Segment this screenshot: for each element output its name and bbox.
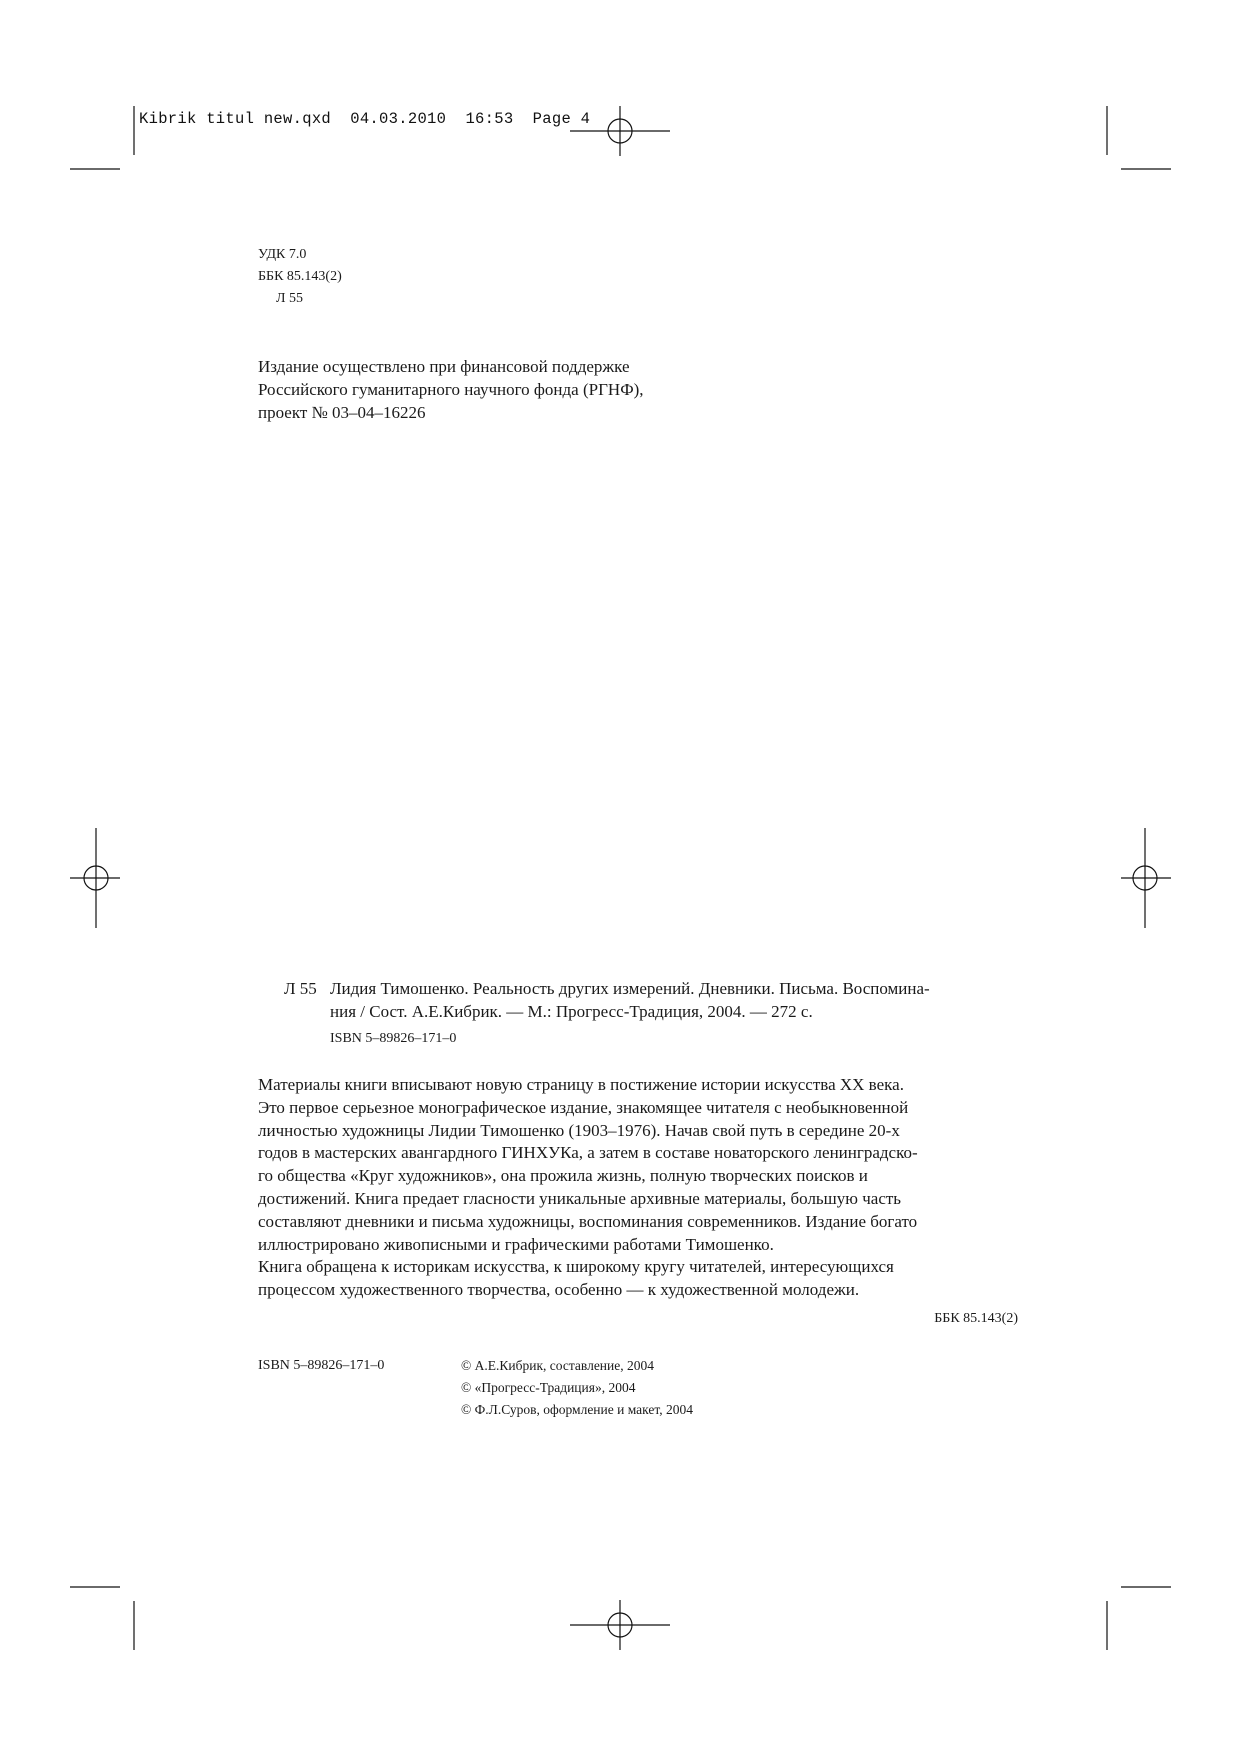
funding-line: проект № 03–04–16226: [258, 402, 426, 422]
catalog-line-2: ния / Сост. А.Е.Кибрик. — М.: Прогресс-Традиция, 2004. — 272 с.: [330, 1001, 813, 1021]
bbk-code: ББК 85.143(2): [258, 269, 342, 284]
annotation-line: Книга обращена к историкам искусства, к широкому кругу читателей, интересующихся: [258, 1257, 894, 1277]
udk-code: УДК 7.0: [258, 247, 307, 262]
catalog-isbn: ISBN 5–89826–171–0: [330, 1030, 457, 1046]
copyright-line: © «Прогресс-Традиция», 2004: [461, 1380, 636, 1395]
funding-line: Российского гуманитарного научного фонда (РГНФ),: [258, 379, 644, 399]
imprint-isbn: ISBN 5–89826–171–0: [258, 1358, 385, 1373]
registration-mark-right: [1121, 828, 1171, 928]
catalog-line-1: Лидия Тимошенко. Реальность других измерений. Дневники. Письма. Воспомина-: [330, 979, 930, 998]
catalog-mark: Л 55: [284, 979, 317, 998]
annotation-line: Это первое серьезное монографическое издание, знакомящее читателя с необыкновенной: [258, 1097, 909, 1117]
slug-page: Page 4: [532, 110, 591, 128]
funding-note: [258, 356, 644, 424]
author-mark: Л 55: [276, 291, 303, 306]
registration-mark-left: [70, 828, 120, 928]
copyright-line: © А.Е.Кибрик, составление, 2004: [461, 1358, 655, 1373]
slug-date: 04.03.2010: [350, 110, 447, 128]
catalog-entry: [284, 978, 930, 1050]
registration-mark-bottom: [570, 1600, 670, 1650]
annotation-line: достижений. Книга предает гласности уникальные архивные материалы, большую часть: [258, 1188, 902, 1208]
bbk-repeat: ББК 85.143(2): [934, 1311, 1018, 1326]
imprint-copyrights: [461, 1355, 693, 1421]
slug-filename: Kibrik titul new.qxd: [139, 110, 332, 128]
annotation-line: составляют дневники и письма художницы, воспоминания современников. Издание богато: [258, 1211, 918, 1231]
annotation-line: годов в мастерских авангардного ГИНХУКа, а затем в составе новаторского ленинградско-: [258, 1143, 918, 1163]
funding-line: Издание осуществлено при финансовой поддержке: [258, 357, 630, 376]
copyright-line: © Ф.Л.Суров, оформление и макет, 2004: [461, 1402, 694, 1417]
slug-line: [139, 110, 590, 128]
annotation-line: процессом художественного творчества, особенно — к художественной молодежи.: [258, 1280, 860, 1300]
annotation: [258, 1074, 918, 1302]
annotation-line: иллюстрировано живописными и графическими работами Тимошенко.: [258, 1234, 774, 1254]
annotation-line: Материалы книги вписывают новую страницу в постижение истории искусства XX века.: [258, 1075, 904, 1094]
annotation-line: личностью художницы Лидии Тимошенко (1903–1976). Начав свой путь в середине 20-х: [258, 1120, 900, 1140]
classification-block: [258, 244, 342, 310]
slug-time: 16:53: [465, 110, 514, 128]
annotation-line: го общества «Круг художников», она прожила жизнь, полную творческих поисков и: [258, 1166, 868, 1186]
